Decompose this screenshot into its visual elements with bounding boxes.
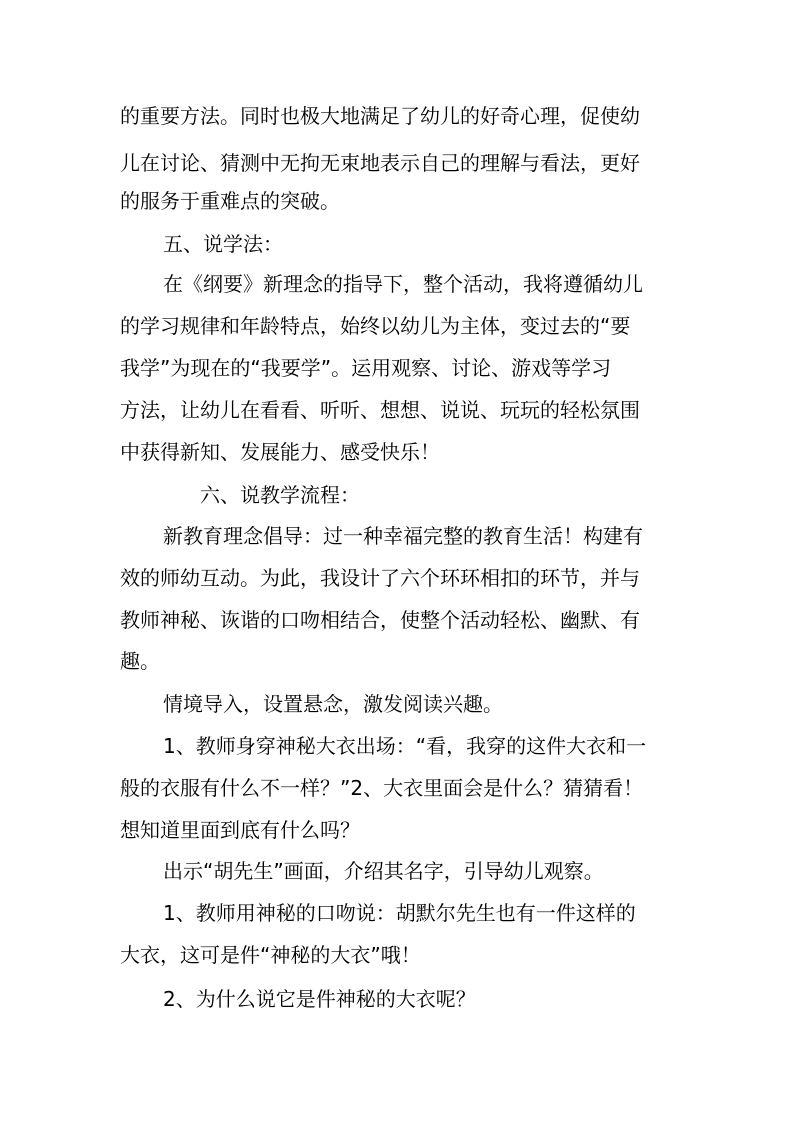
text-line: 想知道里面到底有什么吗？ — [120, 818, 360, 842]
text-line: 般的衣服有什么不一样？”2、大衣里面会是什么？猜猜看！ — [120, 776, 644, 800]
text-line: 的服务于重难点的突破。 — [120, 189, 340, 213]
text-line: 的学习规律和年龄特点，始终以幼儿为主体，变过去的“要 — [120, 314, 631, 338]
text-line: 的重要方法。同时也极大地满足了幼儿的好奇心理，促使幼 — [120, 104, 640, 128]
text-line: 儿在讨论、猜测中无拘无束地表示自己的理解与看法，更好 — [120, 151, 640, 175]
section-heading: 五、说学法： — [163, 232, 283, 256]
text-line: 1、教师用神秘的口吻说：胡默尔先生也有一件这样的 — [163, 901, 636, 925]
text-line: 方法，让幼儿在看看、听听、想想、说说、玩玩的轻松氛围 — [120, 398, 640, 422]
section-heading: 六、说教学流程： — [200, 483, 360, 507]
text-line: 大衣，这可是件“神秘的大衣”哦！ — [120, 943, 421, 967]
text-line: 2、为什么说它是件神秘的大衣呢？ — [163, 987, 476, 1011]
text-line: 教师神秘、诙谐的口吻相结合，使整个活动轻松、幽默、有 — [120, 608, 640, 632]
text-line: 在《纲要》新理念的指导下，整个活动，我将遵循幼儿 — [163, 272, 643, 296]
text-line: 出示“胡先生”画面，介绍其名字，引导幼儿观察。 — [163, 859, 604, 883]
text-line: 趣。 — [120, 649, 160, 673]
text-line: 1、教师身穿神秘大衣出场：“看，我穿的这件大衣和一 — [163, 734, 647, 758]
text-line: 中获得新知、发展能力、感受快乐！ — [120, 440, 440, 464]
text-line: 我学”为现在的“我要学”。运用观察、讨论、游戏等学习 — [120, 356, 612, 380]
text-line: 新教育理念倡导：过一种幸福完整的教育生活！构建有 — [163, 524, 643, 548]
text-line: 情境导入，设置悬念，激发阅读兴趣。 — [163, 692, 503, 716]
text-line: 效的师幼互动。为此，我设计了六个环环相扣的环节，并与 — [120, 566, 640, 590]
